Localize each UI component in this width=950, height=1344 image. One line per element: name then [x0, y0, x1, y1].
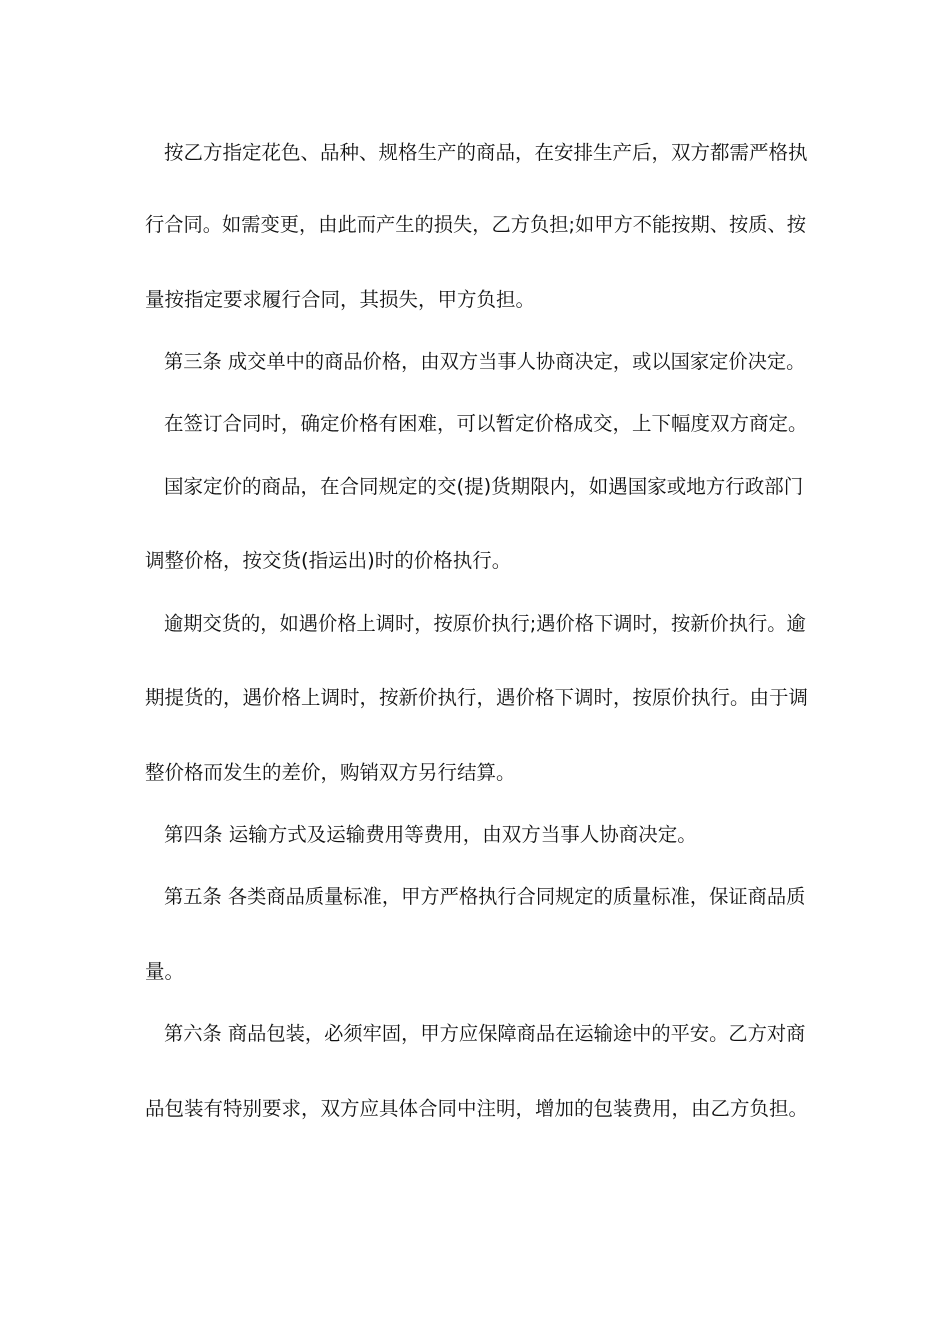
paragraph-line-6: 国家定价的商品，在合同规定的交(提)货期限内，如遇国家或地方行政部门: [164, 475, 804, 498]
paragraph-line-1: 按乙方指定花色、品种、规格生产的商品，在安排生产后，双方都需严格执: [164, 141, 808, 164]
paragraph-line-2: 行合同。如需变更，由此而产生的损失，乙方负担;如甲方不能按期、按质、按: [145, 213, 806, 236]
article-4-line: 第四条 运输方式及运输费用等费用，由双方当事人协商决定。: [164, 823, 697, 846]
paragraph-line-3: 量按指定要求履行合同，其损失，甲方负担。: [145, 288, 536, 311]
paragraph-line-7: 调整价格，按交货(指运出)时的价格执行。: [145, 549, 512, 572]
paragraph-line-5: 在签订合同时，确定价格有困难，可以暂定价格成交，上下幅度双方商定。: [164, 412, 808, 435]
paragraph-line-10: 整价格而发生的差价，购销双方另行结算。: [145, 761, 516, 784]
paragraph-line-8: 逾期交货的，如遇价格上调时，按原价执行;遇价格下调时，按新价执行。逾: [164, 612, 806, 635]
paragraph-line-9: 期提货的，遇价格上调时，按新价执行，遇价格下调时，按原价执行。由于调: [145, 686, 809, 709]
article-3-line: 第三条 成交单中的商品价格，由双方当事人协商决定，或以国家定价决定。: [164, 350, 806, 373]
article-5-line: 第五条 各类商品质量标准，甲方严格执行合同规定的质量标准，保证商品质: [164, 885, 806, 908]
article-6-line: 第六条 商品包装，必须牢固，甲方应保障商品在运输途中的平安。乙方对商: [164, 1022, 806, 1045]
paragraph-line-15: 品包装有特别要求，双方应具体合同中注明，增加的包装费用，由乙方负担。: [145, 1097, 809, 1120]
paragraph-line-13: 量。: [145, 960, 185, 983]
